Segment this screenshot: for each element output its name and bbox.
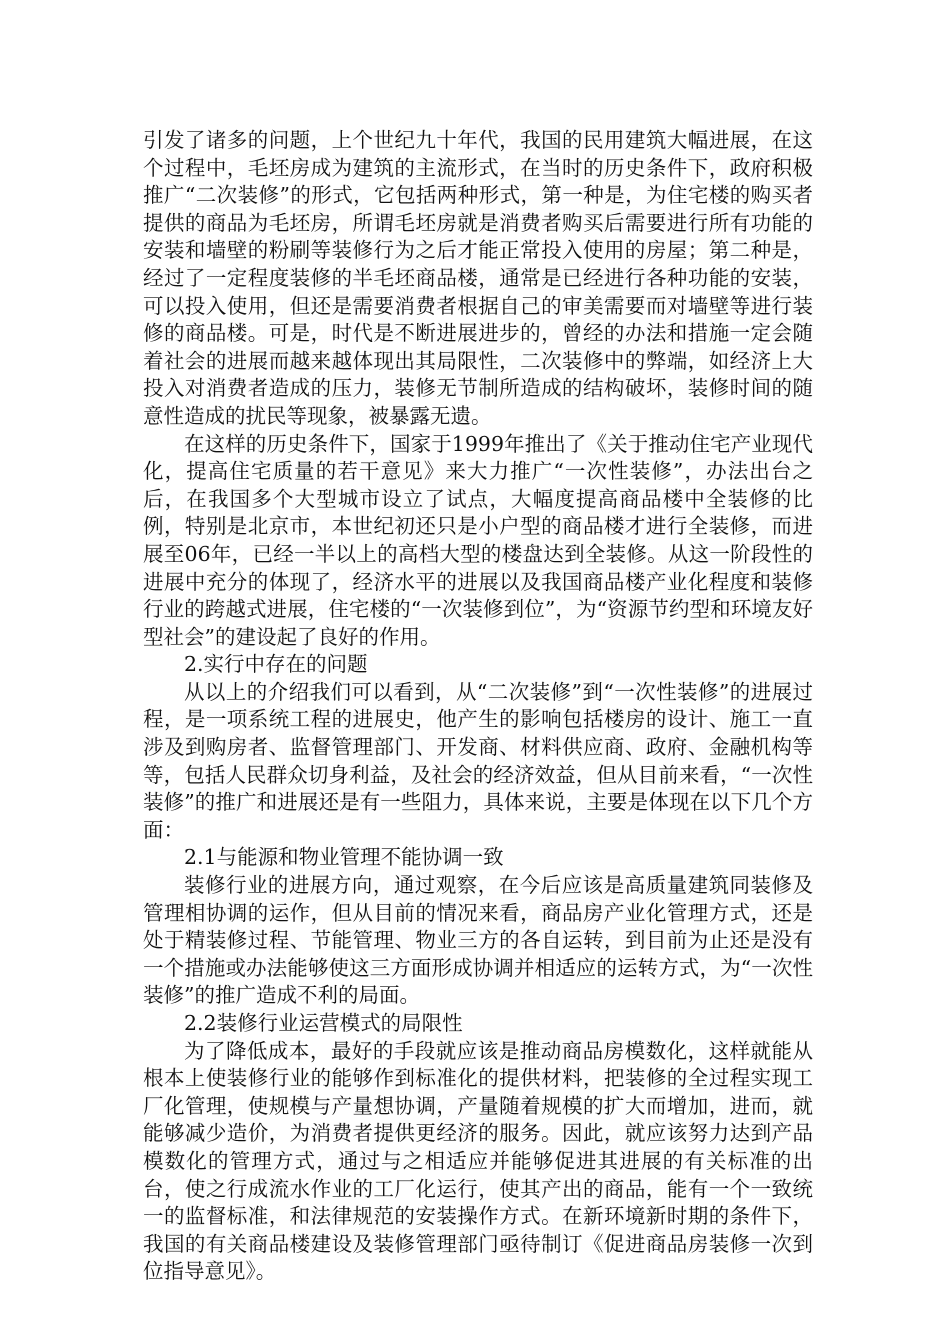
paragraph-national-policy: 在这样的历史条件下，国家于1999年推出了《关于推动住宅产业现代化，提高住宅质量的若干意见》来大力推广“一次性装修”，办法出台之后，在我国多个大型城市设立了试点，大幅度提高商品楼中全装修的比例，特别是北京市，本世纪初还只是小户型的商品楼才进行全装修，而进展至06年，已经一半以上的高档大型的楼盘达到全装修。从这一阶段性的进展中充分的体现了，经济水平的进展以及我国商品楼产业化程度和装修行业的跨越式进展，住宅楼的“一次装修到位”，为“资源节约型和环境友好型社会”的建设起了良好的作用。	[143, 431, 813, 649]
paragraph-section-2-1: 装修行业的进展方向，通过观察，在今后应该是高质量建筑同装修及管理相协调的运作，但从目前的情况来看，商品房产业化管理方式，还是处于精装修过程、节能管理、物业三方的各自运转，到目前为止还是没有一个措施或办法能够使这三方面形成协调并相适应的运转方式，为“一次性装修”的推广造成不利的局面。	[143, 873, 813, 1008]
document-body	[143, 127, 813, 1286]
section-heading-2-1: 2.1与能源和物业管理不能协调一致	[184, 845, 504, 870]
paragraph-section-2-2: 为了降低成本，最好的手段就应该是推动商品房模数化，这样就能从根本上使装修行业的能够作到标准化的提供材料，把装修的全过程实现工厂化管理，使规模与产量想协调，产量随着规模的扩大而增加，进而，就能够减少造价，为消费者提供更经济的服务。因此，就应该努力达到产品模数化的管理方式，通过与之相适应并能够促进其进展的有关标准的出台，使之行成流水作业的工厂化运行，使其产出的商品，能有一个一致统一的监督标准，和法律规范的安装操作方式。在新环境新时期的条件下，我国的有关商品楼建设及装修管理部门亟待制订《促进商品房装修一次到位指导意见》。	[143, 1038, 813, 1284]
paragraph-continuation: 引发了诸多的问题，上个世纪九十年代，我国的民用建筑大幅进展，在这个过程中，毛坯房成为建筑的主流形式，在当时的历史条件下，政府积极推广“二次装修”的形式，它包括两种形式，第一种是，为住宅楼的购买者提供的商品为毛坯房，所谓毛坯房就是消费者购买后需要进行所有功能的安装和墙壁的粉刷等装修行为之后才能正常投入使用的房屋；第二种是，经过了一定程度装修的半毛坯商品楼，通常是已经进行各种功能的安装，可以投入使用，但还是需要消费者根据自己的审美需要而对墙壁等进行装修的商品楼。可是，时代是不断进展进步的，曾经的办法和措施一定会随着社会的进展而越来越体现出其局限性，二次装修中的弊端，如经济上大投入对消费者造成的压力，装修无节制所造成的结构破坏，装修时间的随意性造成的扰民等现象，被暴露无遗。	[143, 128, 813, 428]
section-heading-2: 2.实行中存在的问题	[184, 652, 368, 677]
section-heading-2-2: 2.2装修行业运营模式的局限性	[184, 1011, 463, 1035]
paragraph-section-2-intro: 从以上的介绍我们可以看到，从“二次装修”到“一次性装修”的进展过程，是一项系统工程的进展史，他产生的影响包括楼房的设计、施工一直涉及到购房者、监督管理部门、开发商、材料供应商、政府、金融机构等等，包括人民群众切身利益，及社会的经济效益，但从目前来看，“一次性装修”的推广和进展还是有一些阻力，具体来说，主要是体现在以下几个方面：	[143, 679, 813, 842]
